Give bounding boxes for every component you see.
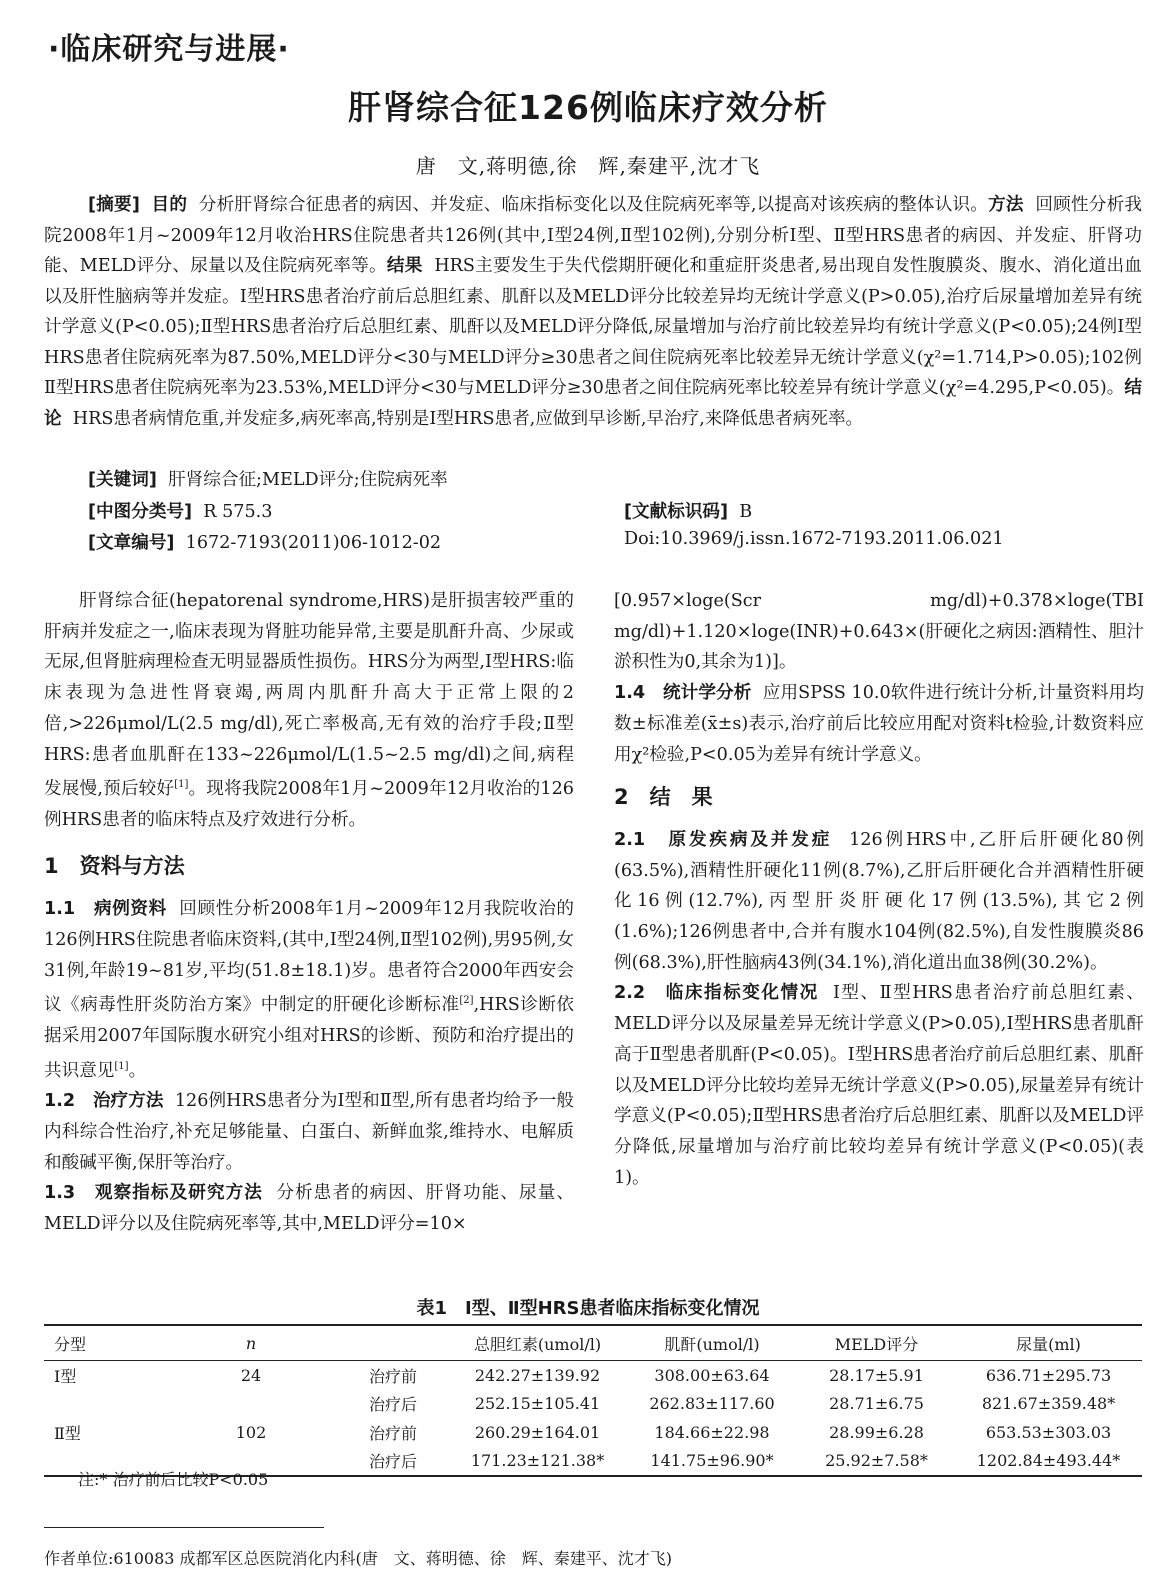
section-2-1: 2.1 原发疾病及并发症 126例HRS中,乙肝后肝硬化80例(63.5%),酒精性肝硬化11例(8.7%),乙肝后肝硬化合并酒精性肝硬化16例(12.7%),丙型肝炎肝硬化17例(13.5%),其它2例(1.6%);126例患者中,合并有腹水104例(82.5%),自发性腹膜炎86例(68.3%),肝性脑病43例(34.1%),消化道出血38例(30.2%)。 — [614, 829, 1144, 973]
keywords-label: [关键词] — [88, 470, 157, 490]
results-text: HRS主要发生于失代偿期肝硬化和重症肝炎患者,易出现自发性腹膜炎、腹水、消化道出血以及肝性脑病等并发症。Ⅰ型HRS患者治疗前后总胆红素、肌酐以及MELD评分比较差异均无统计学意义(P>0.05),治疗后尿量增加差异有统计学意义(P<0.05);Ⅱ型HRS患者治疗后总胆红素、肌酐以及MELD评分降低,尿量增加与治疗前比较差异均有统计学意义(P<0.05);24例Ⅰ型HRS患者住院病死率为87.50%,MELD评分<30与MELD评分≥30患者之间住院病死率比较差异无统计学意义(χ²=1.714,P>0.05);102例Ⅱ型HRS患者住院病死率为23.53%,MELD评分<30与MELD评分≥30患者之间住院病死率比较差异有统计学意义(χ²=4.295,P<0.05)。 — [44, 256, 1142, 398]
table-cell: 1202.84±493.44* — [955, 1447, 1142, 1477]
citation: [1] — [114, 1060, 129, 1072]
table-header-cell: 肌酐(umol/l) — [626, 1325, 798, 1361]
table-cell: 治疗前 — [368, 1423, 417, 1443]
table-cell: 28.17±5.91 — [829, 1365, 924, 1385]
table-header-cell — [337, 1325, 449, 1361]
table-cell: 171.23±121.38* — [449, 1447, 626, 1477]
abstract-label: [摘要] — [88, 195, 140, 215]
keywords-text: 肝肾综合征;MELD评分;住院病死率 — [168, 470, 448, 490]
section-1-4: 1.4 统计学分析 应用SPSS 10.0软件进行统计分析,计量资料用均数±标准差(x̄±s)表示,治疗前后比较应用配对资料t检验,计数资料应用χ²检验,P<0.05为差异有统计学意义。 — [614, 683, 1144, 765]
footnote-divider — [44, 1527, 324, 1528]
table-header-cell: 总胆红素(umol/l) — [449, 1325, 626, 1361]
citation: [2] — [459, 995, 474, 1007]
right-column — [614, 586, 1144, 1193]
section-1-3-title: 1.3 观察指标及研究方法 — [44, 1183, 263, 1204]
keywords — [88, 466, 448, 491]
clc-label: [中图分类号] — [88, 502, 193, 522]
citation: [1] — [174, 779, 189, 791]
table-cell: 141.75±96.90* — [626, 1447, 798, 1477]
doc-code — [624, 498, 752, 523]
section-2-1-title: 2.1 原发疾病及并发症 — [614, 829, 833, 850]
section-1-4-title: 1.4 统计学分析 — [614, 683, 752, 704]
table-cell: 28.71±6.75 — [829, 1394, 924, 1414]
table-cell: Ⅱ型 — [54, 1423, 81, 1443]
table-note: 注:* 治疗前后比较P<0.05 — [78, 1470, 269, 1489]
table-caption: 表1 Ⅰ型、Ⅱ型HRS患者临床指标变化情况 — [416, 1298, 760, 1319]
authors: 唐 文,蒋明德,徐 辉,秦建平,沈才飞 — [415, 154, 761, 178]
table-row — [44, 1361, 1142, 1390]
conclusion-text: HRS患者病情危重,并发症多,病死率高,特别是Ⅰ型HRS患者,应做到早诊断,早治疗,来降低患者病死率。 — [72, 408, 864, 429]
abstract — [44, 190, 1142, 434]
table-cell: 28.99±6.28 — [829, 1422, 924, 1442]
objective-text: 分析肝肾综合征患者的病因、并发症、临床指标变化以及住院病死率等,以提高对该疾病的整体认识。 — [198, 195, 989, 215]
clc-text: R 575.3 — [203, 502, 273, 522]
article-number — [88, 529, 441, 554]
table-cell — [165, 1390, 337, 1419]
section-2-2: 2.2 临床指标变化情况 Ⅰ型、Ⅱ型HRS患者治疗前总胆红素、MELD评分以及尿量差异无统计学意义(P>0.05),Ⅰ型HRS患者肌酐高于Ⅱ型患者肌酐(P<0.05)。Ⅰ型HRS患者治疗前后总胆红素、肌酐以及MELD评分比较均差异无统计学意义(P>0.05),尿量差异有统计学意义(P<0.05);Ⅱ型HRS患者治疗后总胆红素、肌酐以及MELD评分降低,尿量增加与治疗前比较均差异有统计学意义(P<0.05)(表1)。 — [614, 983, 1144, 1188]
table-cell: 102 — [235, 1422, 267, 1442]
table-cell: 260.29±164.01 — [474, 1422, 601, 1442]
table-cell: 治疗后 — [337, 1447, 449, 1477]
table-header-row — [44, 1325, 1142, 1361]
paper-title: 肝肾综合征126例临床疗效分析 — [348, 88, 828, 127]
table-cell: 252.15±105.41 — [474, 1394, 601, 1414]
clc-number — [88, 498, 272, 523]
section-heading-1: 1 资料与方法 — [44, 854, 185, 879]
table-header-cell: n — [165, 1325, 337, 1361]
table-header-cell: 分型 — [44, 1325, 165, 1361]
table-cell: 653.53±303.03 — [985, 1422, 1112, 1442]
table-cell: Ⅰ型 — [54, 1366, 77, 1386]
section-1-2-title: 1.2 治疗方法 — [44, 1091, 164, 1112]
author-affiliation: 作者单位:610083 成都军区总医院消化内科(唐 文、蒋明德、徐 辉、秦建平、沈才飞) — [44, 1549, 673, 1568]
conclusion-label: 结论 — [44, 378, 1142, 429]
section-1-1: 1.1 病例资料 回顾性分析2008年1月~2009年12月我院收治的126例HRS住院患者临床资料,(其中,Ⅰ型24例,Ⅱ型102例),男95例,女31例,年龄19~81岁,平均(51.8±18.1)岁。患者符合2000年西安会议《病毒性肝炎防治方案》中制定的肝硬化诊断标准[2],HRS诊断依据采用2007年国际腹水研究小组对HRS的诊断、预防和治疗提出的共识意见[1]。 — [44, 899, 575, 1081]
section-2-2-title: 2.2 临床指标变化情况 — [614, 983, 819, 1004]
article-no-label: [文章编号] — [88, 533, 175, 553]
table-row — [44, 1418, 1142, 1447]
doc-code-text: B — [739, 502, 753, 522]
table-cell: 636.71±295.73 — [985, 1365, 1112, 1385]
results-table — [44, 1324, 1142, 1477]
section-heading-2: 2 结 果 — [614, 785, 713, 810]
section-1-2: 1.2 治疗方法 126例HRS患者分为Ⅰ型和Ⅱ型,所有患者均给予一般内科综合性治疗,补充足够能量、白蛋白、新鲜血浆,维持水、电解质和酸碱平衡,保肝等治疗。 — [44, 1091, 574, 1173]
meld-formula: [0.957×loge(Scr mg/dl)+0.378×loge(TBI mg/dl)+1.120×loge(INR)+0.643×(肝硬化之病因:酒精性、胆汁淤积性为0,其余为1)]。 — [614, 591, 1144, 673]
table-cell: 治疗前 — [368, 1366, 417, 1386]
intro-paragraph: 肝肾综合征(hepatorenal syndrome,HRS)是肝损害较严重的肝病并发症之一,临床表现为肾脏功能异常,主要是肌酐升高、少尿或无尿,但肾脏病理检查无明显器质性损伤。HRS分为两型,Ⅰ型HRS:临床表现为急进性肾衰竭,两周内肌酐升高大于正常上限的2倍,>226μmol/L(2.5 mg/dl),死亡率极高,无有效的治疗手段;Ⅱ型HRS:患者血肌酐在133~226μmol/L(1.5~2.5 mg/dl)之间,病程发展慢,预后较好[1]。现将我院2008年1月~2009年12月收治的126例HRS患者的临床特点及疗效进行分析。 — [44, 591, 574, 830]
table-cell: 25.92±7.58* — [798, 1447, 955, 1477]
section-1-3: 1.3 观察指标及研究方法 分析患者的病因、肝肾功能、尿量、MELD评分以及住院病死率等,其中,MELD评分=10× — [44, 1183, 574, 1234]
section-1-1-title: 1.1 病例资料 — [44, 899, 167, 920]
table-cell: 治疗后 — [368, 1395, 417, 1415]
results-label: 结果 — [386, 256, 423, 276]
doc-code-label: [文献标识码] — [624, 502, 729, 522]
table-cell: 821.67±359.48* — [981, 1394, 1116, 1414]
table-header-cell: MELD评分 — [798, 1325, 955, 1361]
table-row — [44, 1390, 1142, 1419]
left-column — [44, 586, 574, 1240]
doi: Doi:10.3969/j.issn.1672-7193.2011.06.021 — [624, 529, 1004, 549]
table-cell: 184.66±22.98 — [654, 1422, 770, 1442]
table-cell: 262.83±117.60 — [649, 1394, 775, 1414]
table-cell: 24 — [240, 1365, 262, 1385]
objective-label: 目的 — [151, 195, 188, 215]
table-header-cell: 尿量(ml) — [955, 1325, 1142, 1361]
methods-label: 方法 — [988, 195, 1024, 215]
table-cell: 308.00±63.64 — [654, 1365, 770, 1385]
table-cell — [44, 1390, 165, 1419]
table-cell: 242.27±139.92 — [474, 1365, 601, 1385]
section-tag: ·临床研究与进展· — [48, 32, 290, 67]
methods-text: 回顾性分析我院2008年1月~2009年12月收治HRS住院患者共126例(其中,Ⅰ型24例,Ⅱ型102例),分别分析Ⅰ型、Ⅱ型HRS患者的病因、并发症、肝肾功能、MELD评分、尿量以及住院病死率等。 — [44, 195, 1143, 276]
article-no-text: 1672-7193(2011)06-1012-02 — [185, 533, 442, 553]
